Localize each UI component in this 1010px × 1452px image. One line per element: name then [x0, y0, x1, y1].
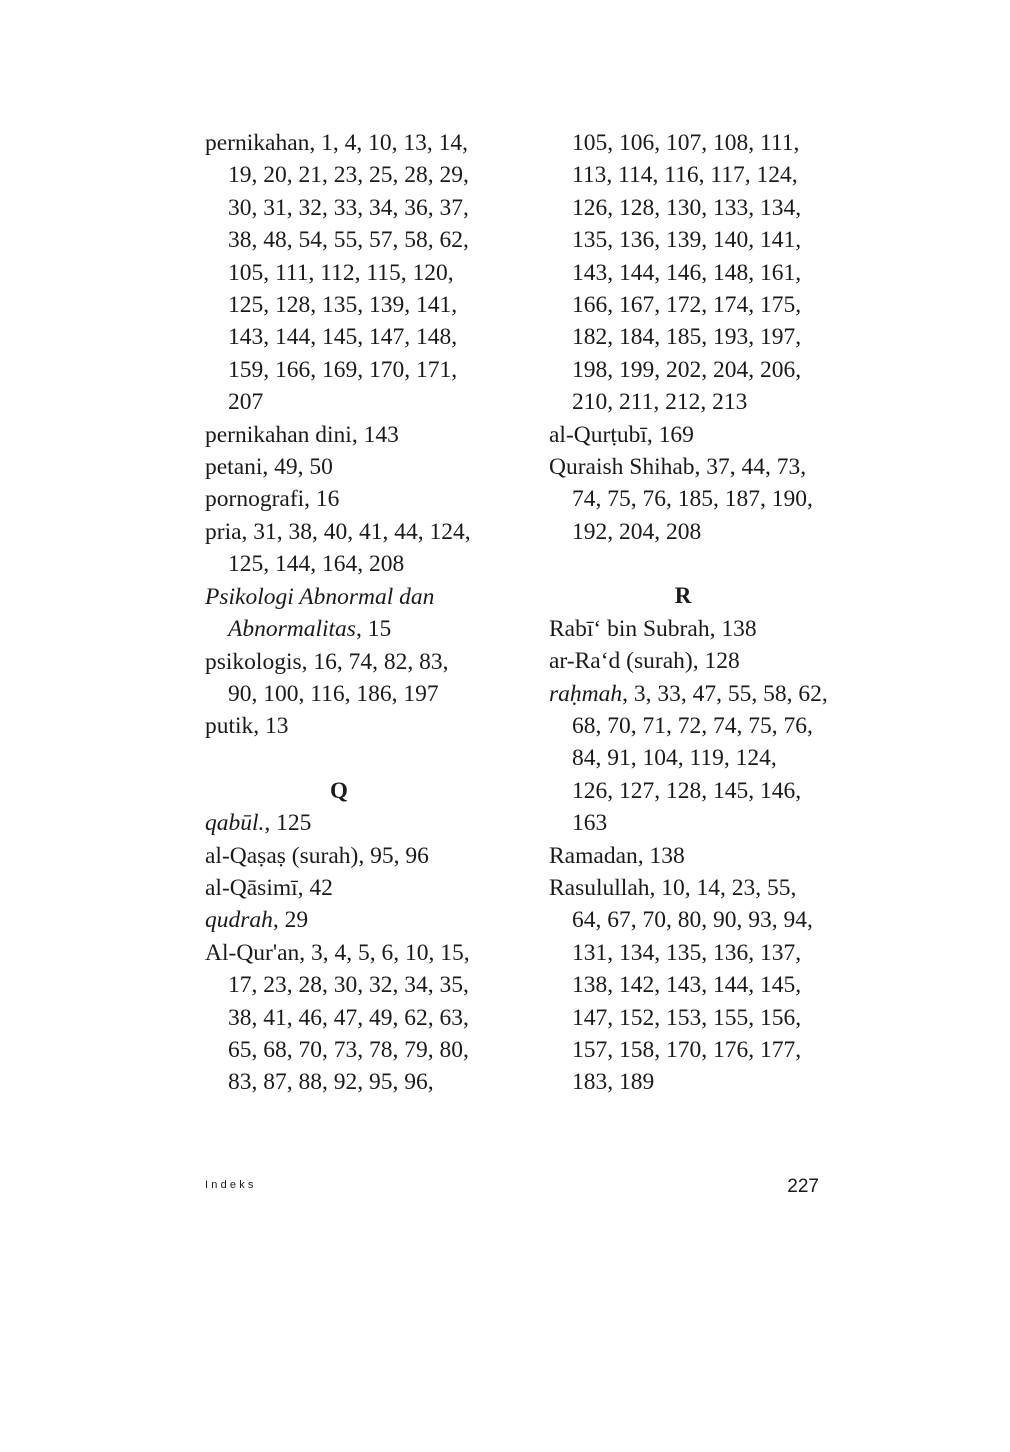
entry-line: 125, 128, 135, 139, 141, [228, 292, 458, 319]
index-entry-rahmah [549, 678, 849, 840]
entry-line: Rasulullah, 10, 14, 23, 55, [549, 874, 797, 901]
entry-line: 105, 106, 107, 108, 111, [572, 130, 800, 156]
index-entry-al-qurtubi [549, 419, 849, 451]
entry-pages: , 125 [264, 810, 312, 837]
entry-pages: , 29 [272, 907, 309, 934]
entry-line: pernikahan dini, 143 [205, 421, 399, 448]
entry-line: 159, 166, 169, 170, 171, [228, 356, 458, 383]
entry-line: al-Qāsimī, 42 [205, 874, 333, 901]
entry-line: 105, 111, 112, 115, 120, [228, 259, 454, 286]
entry-line: 64, 67, 70, 80, 90, 93, 94, [572, 907, 813, 934]
entry-line: 90, 100, 116, 186, 197 [228, 680, 439, 707]
entry-line: 83, 87, 88, 92, 95, 96, [228, 1069, 434, 1096]
entry-pages: , 15 [355, 616, 392, 643]
entry-line: 126, 127, 128, 145, 146, [572, 777, 802, 804]
entry-line: 74, 75, 76, 185, 187, 190, [572, 486, 813, 513]
entry-term-italic: qabūl. [205, 810, 265, 837]
index-entry-pernikahan-dini [205, 419, 505, 451]
index-entry-ar-rad [549, 645, 849, 677]
entry-line: 166, 167, 172, 174, 175, [572, 292, 802, 319]
entry-term-italic: raḥmah [549, 680, 623, 707]
entry-line: Ramadan, 138 [549, 842, 685, 869]
entry-line [205, 613, 505, 645]
index-entry-rabi-bin-subrah [549, 613, 849, 645]
index-entry-al-qasas [205, 840, 505, 872]
entry-line: 183, 189 [572, 1069, 655, 1096]
index-entry-psikologi-abnormal [205, 581, 505, 646]
entry-line: 68, 70, 71, 72, 74, 75, 76, [572, 712, 813, 739]
entry-line: al-Qurṭubī, 169 [549, 421, 694, 448]
entry-line: 138, 142, 143, 144, 145, [572, 972, 802, 999]
right-column [549, 127, 849, 1099]
entry-line: 157, 158, 170, 176, 177, [572, 1036, 802, 1063]
index-entry-psikologis [205, 646, 505, 711]
section-heading-q: Q [330, 777, 348, 803]
entry-line: pria, 31, 38, 40, 41, 44, 124, [205, 518, 471, 545]
entry-line: 143, 144, 145, 147, 148, [228, 324, 458, 351]
entry-line [549, 678, 849, 710]
index-entry-pria [205, 516, 505, 581]
entry-line: 210, 211, 212, 213 [572, 389, 748, 416]
index-entry-al-qasimi [205, 872, 505, 904]
entry-line: al-Qaṣaṣ (surah), 95, 96 [205, 842, 429, 869]
entry-line: Al-Qur'an, 3, 4, 5, 6, 10, 15, [205, 939, 470, 966]
index-entry-pernikahan [205, 127, 505, 419]
entry-line: 125, 144, 164, 208 [228, 551, 405, 578]
entry-line: 207 [228, 389, 264, 416]
entry-line: 84, 91, 104, 119, 124, [572, 745, 777, 772]
entry-line: ar-Ra‘d (surah), 128 [549, 648, 740, 675]
entry-line: petani, 49, 50 [205, 454, 333, 481]
index-entry-al-quran [205, 937, 505, 1099]
entry-line: 126, 128, 130, 133, 134, [572, 194, 802, 221]
entry-line: 113, 114, 116, 117, 124, [572, 162, 798, 189]
index-entry-petani [205, 451, 505, 483]
entry-line: 147, 152, 153, 155, 156, [572, 1004, 802, 1031]
index-entry-quraish-shihab [549, 451, 849, 548]
entry-line: 182, 184, 185, 193, 197, [572, 324, 802, 351]
entry-line: 192, 204, 208 [572, 518, 702, 545]
index-entry-ramadan [549, 840, 849, 872]
entry-line: Rabī‘ bin Subrah, 138 [549, 615, 757, 642]
index-entry-qudrah [205, 904, 505, 936]
index-entry-qabul [205, 807, 505, 839]
entry-line: putik, 13 [205, 713, 289, 740]
section-gap [205, 743, 505, 775]
entry-line [205, 807, 505, 839]
entry-term-italic: qudrah [205, 907, 273, 934]
index-entry-pornografi [205, 483, 505, 515]
section-heading-r: R [674, 583, 692, 609]
entry-line: 38, 48, 54, 55, 57, 58, 62, [228, 227, 469, 254]
entry-line: psikologis, 16, 74, 82, 83, [205, 648, 449, 675]
entry-pages: , 3, 33, 47, 55, 58, 62, [622, 680, 828, 707]
entry-line: 163 [572, 810, 608, 837]
entry-line: 131, 134, 135, 136, 137, [572, 939, 802, 966]
left-column [205, 127, 505, 1099]
entry-line: Quraish Shihab, 37, 44, 73, [549, 454, 807, 481]
entry-title-italic: Abnormalitas [228, 616, 356, 643]
section-gap [549, 548, 849, 580]
entry-line: 135, 136, 139, 140, 141, [572, 227, 802, 254]
entry-line: pernikahan, 1, 4, 10, 13, 14, [205, 130, 469, 156]
entry-line [205, 904, 505, 936]
entry-line: 65, 68, 70, 73, 78, 79, 80, [228, 1036, 469, 1063]
page-number: 227 [787, 1176, 819, 1197]
entry-line: 19, 20, 21, 23, 25, 28, 29, [228, 162, 469, 189]
entry-line: Psikologi Abnormal dan [205, 583, 435, 610]
entry-line: 30, 31, 32, 33, 34, 36, 37, [228, 194, 469, 221]
entry-line: 143, 144, 146, 148, 161, [572, 259, 802, 286]
entry-line: 17, 23, 28, 30, 32, 34, 35, [228, 972, 469, 999]
index-entry-al-quran-continued [549, 127, 849, 419]
entry-line: 198, 199, 202, 204, 206, [572, 356, 802, 383]
index-entry-putik [205, 710, 505, 742]
footer-section-label: Indeks [205, 1179, 257, 1191]
entry-line: 38, 41, 46, 47, 49, 62, 63, [228, 1004, 469, 1031]
index-entry-rasulullah [549, 872, 849, 1099]
entry-line: pornografi, 16 [205, 486, 340, 513]
